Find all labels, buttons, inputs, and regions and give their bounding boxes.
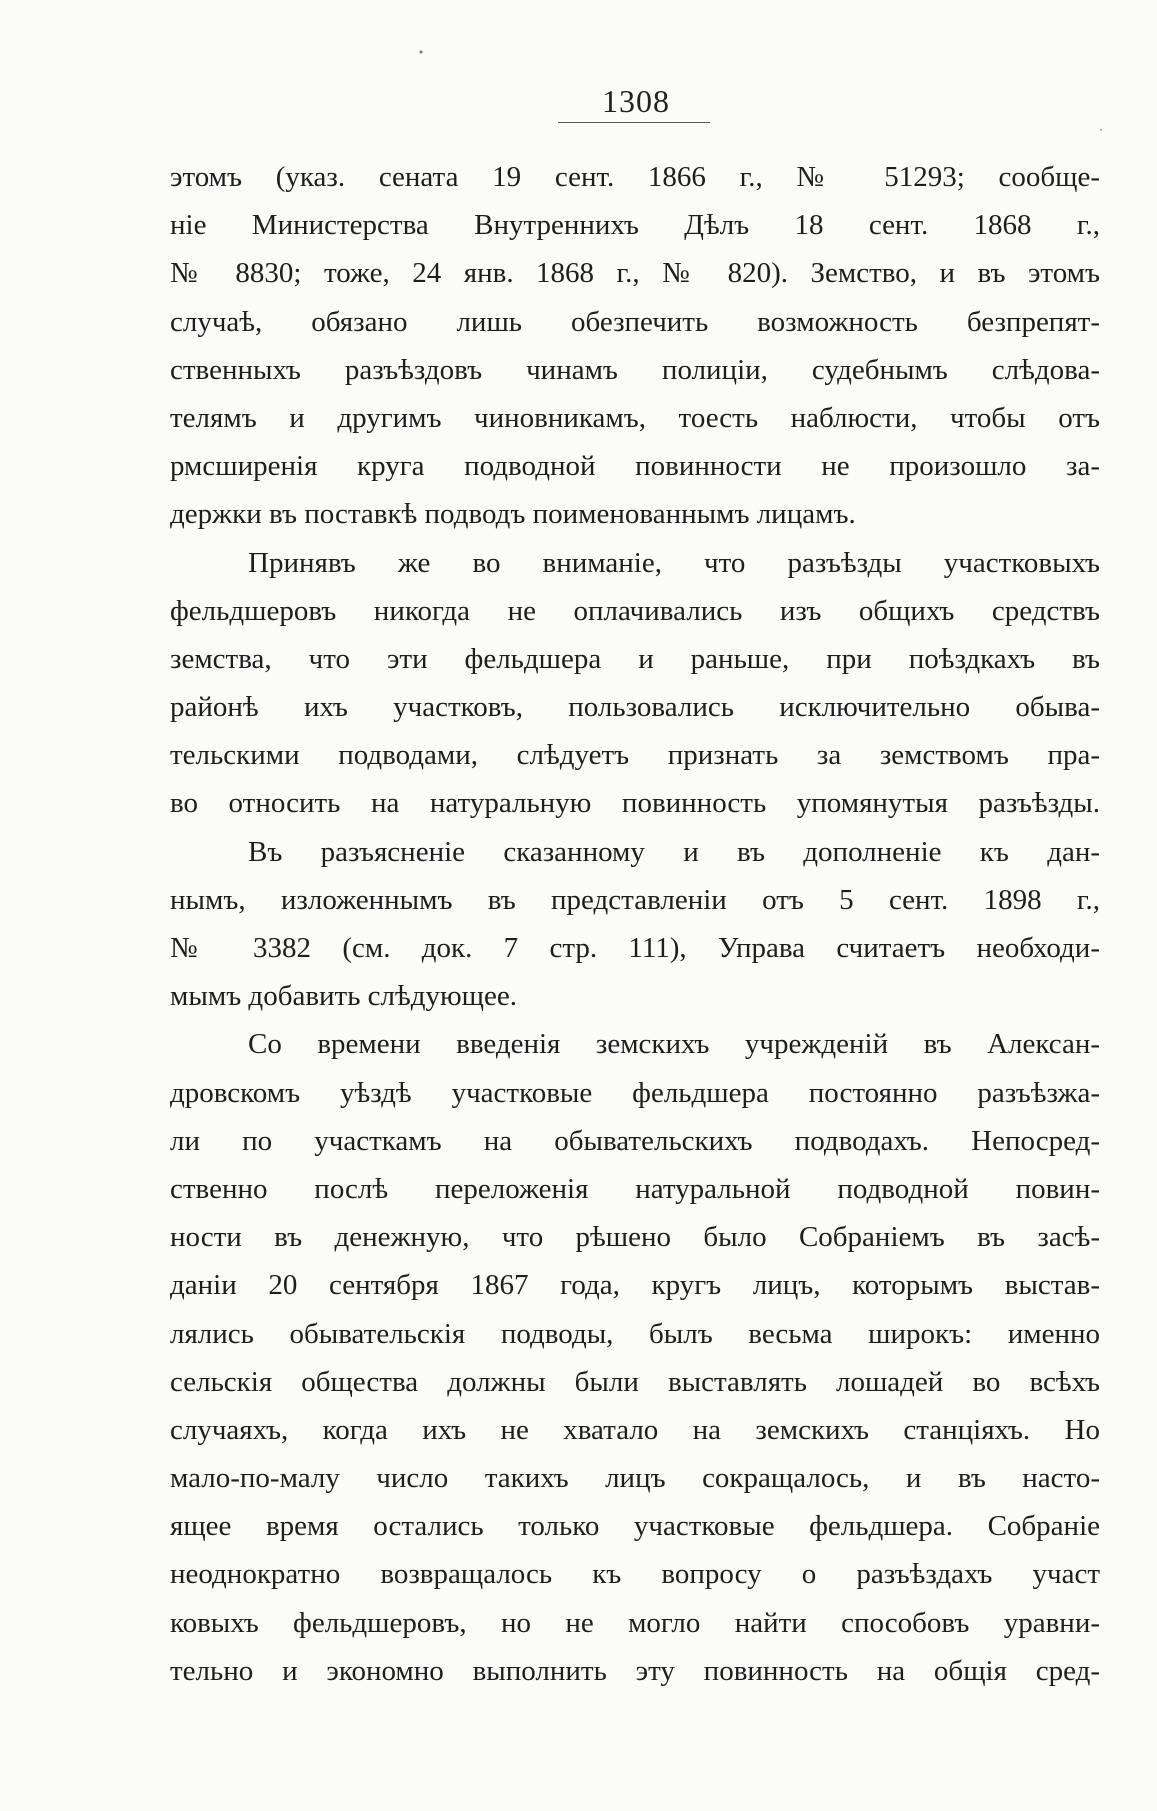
text-line: даніи 20 сентября 1867 года, кругъ лицъ, которымъ выстав- <box>170 1269 1100 1302</box>
text-line: ности въ денежную, что рѣшено было Собраніемъ въ засѣ- <box>170 1221 1100 1254</box>
text-line: Со времени введенія земскихъ учрежденій въ Алексан- <box>248 1028 1100 1061</box>
text-line: нымъ, изложеннымъ въ представленіи отъ 5 сент. 1898 г., <box>170 883 1100 916</box>
text-line: этомъ (указ. сената 19 сент. 1866 г., № 51293; сообще- <box>170 161 1100 193</box>
text-line: земства, что эти фельдшера и раньше, при поѣздкахъ въ <box>170 642 1100 675</box>
text-line: держки въ поставкѣ подводъ поименованнымъ лицамъ. <box>170 498 856 531</box>
text-line: ковыхъ фельдшеровъ, но не могло найти способовъ уравни- <box>170 1606 1100 1639</box>
text-line: Въ разъясненіе сказанному и въ дополненіе къ дан- <box>248 835 1100 868</box>
text-line: № 3382 (см. док. 7 стр. 111), Управа считаетъ необходи- <box>170 932 1100 964</box>
text-line: во относить на натуральную повинность упомянутыя разъѣзды. <box>170 787 1100 820</box>
text-line: мымъ добавить слѣдующее. <box>170 980 518 1013</box>
text-line: случаяхъ, когда ихъ не хватало на земскихъ станціяхъ. Но <box>170 1413 1100 1446</box>
text-line: рмсширенія круга подводной повинности не произошло за- <box>170 450 1100 483</box>
text-line: районѣ ихъ участковъ, пользовались исключительно обыва- <box>170 691 1100 724</box>
text-line: Принявъ же во вниманіе, что разъѣзды участковыхъ <box>248 546 1100 579</box>
text-line: ніе Министерства Внутреннихъ Дѣлъ 18 сент. 1868 г., <box>170 209 1100 242</box>
text-line: дровскомъ уѣздѣ участковые фельдшера постоянно разъѣзжа- <box>170 1076 1100 1109</box>
text-line: неоднократно возвращалось къ вопросу о разъѣздахъ участ <box>170 1558 1100 1591</box>
text-line: фельдшеровъ никогда не оплачивались изъ общихъ средствъ <box>170 594 1100 627</box>
page-number-rule <box>558 122 710 123</box>
text-line: мало-по-малу число такихъ лицъ сокращалось, и въ насто- <box>170 1462 1100 1495</box>
text-line: ящее время остались только участковые фельдшера. Собраніе <box>170 1510 1100 1543</box>
text-line: тельскими подводами, слѣдуетъ признать за земствомъ пра- <box>170 739 1100 772</box>
text-line: сельскія общества должны были выставлять лошадей во всѣхъ <box>170 1365 1100 1398</box>
text-line: ли по участкамъ на обывательскихъ подводахъ. Непосред- <box>170 1124 1100 1157</box>
text-line: случаѣ, обязано лишь обезпечить возможность безпрепят- <box>170 305 1100 338</box>
page-number: 1308 <box>602 83 670 119</box>
text-line: тельно и экономно выполнить эту повинность на общія сред- <box>170 1654 1100 1687</box>
text-line: ственныхъ разъѣздовъ чинамъ полиціи, судебнымъ слѣдова- <box>170 353 1100 386</box>
body-text <box>170 153 1100 1695</box>
text-line: № 8830; тоже, 24 янв. 1868 г., № 820). Земство, и въ этомъ <box>170 257 1100 290</box>
text-line: ственно послѣ переложенія натуральной подводной повин- <box>170 1172 1100 1205</box>
text-line: телямъ и другимъ чиновникамъ, тоесть наблюсти, чтобы отъ <box>170 401 1100 434</box>
text-line: лялись обывательскія подводы, былъ весьма широкъ: именно <box>170 1317 1100 1350</box>
